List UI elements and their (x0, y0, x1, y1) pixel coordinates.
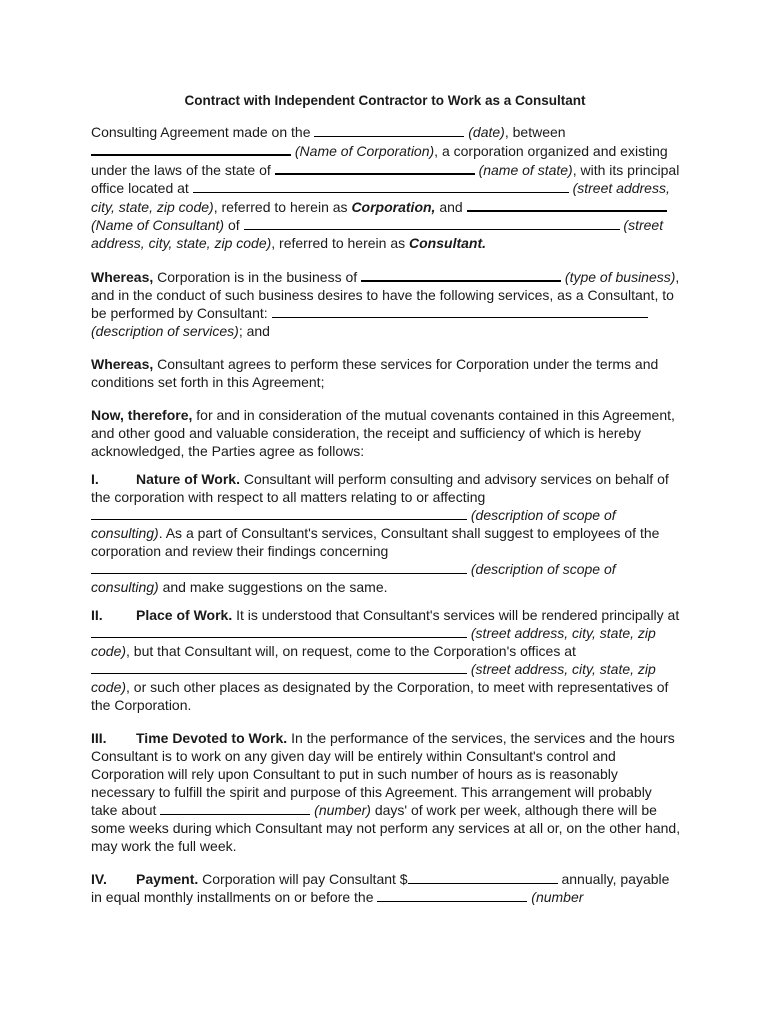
work-address-blank[interactable] (91, 624, 467, 638)
section-text: annually, payable in equal monthly installments on or before the (91, 871, 670, 905)
address-label: (street address, city, state, zip code) (91, 625, 656, 659)
section-text: , or such other places as designated by the Corporation, to meet with representatives of the Corporation. (91, 679, 669, 713)
whereas-text: ; and (238, 323, 270, 339)
section-number: IV. (91, 871, 107, 887)
section-text: Consultant will perform consulting and advisory services on behalf of the corporation with respect to all matters relating to or affecting (91, 471, 669, 505)
state-label: (name of state) (478, 162, 573, 178)
section-heading: Place of Work. (136, 607, 233, 623)
date-blank[interactable] (314, 123, 464, 137)
whereas-paragraph-1 (91, 267, 681, 340)
consultant-name-blank[interactable] (467, 197, 667, 212)
address-label: (street address, city, state, zip code) (91, 180, 670, 215)
date-label: (date) (468, 124, 505, 140)
number-label: (number (531, 889, 584, 905)
office-address-blank[interactable] (91, 660, 467, 674)
scope-blank[interactable] (91, 506, 467, 520)
intro-text: of (227, 217, 240, 233)
intro-paragraph (91, 123, 681, 252)
days-number-blank[interactable] (160, 801, 310, 815)
whereas-lead: Whereas, (91, 269, 154, 285)
whereas-text: Corporation is in the business of (157, 269, 358, 285)
corporation-term: Corporation, (351, 199, 436, 215)
intro-text: , with its principal office located at (91, 162, 680, 196)
consultant-name-label: (Name of Consultant) (91, 217, 225, 233)
now-therefore-lead: Now, therefore, (91, 407, 193, 423)
document-title: Contract with Independent Contractor to Work as a Consultant (184, 93, 586, 108)
corporation-name-blank[interactable] (91, 141, 291, 156)
state-blank[interactable] (275, 160, 475, 175)
section-place-of-work (91, 606, 681, 714)
section-heading: Nature of Work. (136, 471, 240, 487)
consultant-term: Consultant. (409, 235, 487, 251)
section-text: It is understood that Consultant's services will be rendered principally at (236, 607, 680, 623)
section-payment (91, 870, 681, 906)
section-text: Corporation will pay Consultant $ (202, 871, 408, 887)
now-therefore-text: for and in consideration of the mutual covenants contained in this Agreement, and other good and valuable consideration, the receipt and sufficiency of which is hereby acknowledged, the Parties agree as follows: (91, 407, 675, 459)
intro-text: and (439, 199, 463, 215)
section-number: I. (91, 471, 99, 487)
section-time-devoted (91, 729, 681, 855)
section-number: III. (91, 730, 107, 746)
payment-amount-blank[interactable] (408, 870, 558, 884)
section-number: II. (91, 607, 103, 623)
corporation-address-blank[interactable] (193, 179, 569, 193)
whereas-text: Consultant agrees to perform these services for Corporation under the terms and conditions set forth in this Agreement; (91, 356, 659, 390)
payment-day-blank[interactable] (377, 888, 527, 902)
intro-text: , a corporation organized and existing under the laws of the state of (91, 143, 668, 178)
scope-blank-2[interactable] (91, 560, 467, 574)
intro-text: , referred to herein as (271, 235, 406, 251)
section-text: In the performance of the services, the services and the hours Consultant is to work on any given day will be entirely within Consultant's control and Corporation will rely upon Consultant to put in such number of hours as is reasonably necessary to fulfill the spirit and purpose of this Agreement. This arrangement will probably take about (91, 730, 675, 818)
section-nature-of-work (91, 470, 681, 596)
business-type-label: (type of business) (564, 269, 676, 285)
services-label: (description of services) (91, 323, 239, 339)
business-type-blank[interactable] (361, 267, 561, 282)
intro-text: , between (504, 124, 566, 140)
consultant-address-label: (street address, city, state, zip code) (91, 217, 664, 251)
scope-label: (description of scope of consulting) (91, 561, 616, 595)
services-blank[interactable] (272, 304, 648, 318)
whereas-text: , and in the conduct of such business desires to have the following services, as a Consultant, to be performed by Consultant: (91, 269, 680, 321)
section-text: and make suggestions on the same. (162, 579, 388, 595)
intro-text: , referred to herein as (213, 199, 348, 215)
section-text: , but that Consultant will, on request, come to the Corporation's offices at (126, 643, 576, 659)
whereas-paragraph-2 (91, 355, 681, 391)
now-therefore-paragraph (91, 406, 681, 460)
whereas-lead: Whereas, (91, 356, 154, 372)
section-heading: Payment. (136, 871, 199, 887)
section-text: . As a part of Consultant's services, Consultant shall suggest to employees of the corporation and review their findings concerning (91, 525, 660, 559)
address-label: (street address, city, state, zip code) (91, 661, 656, 695)
consultant-address-blank[interactable] (244, 216, 620, 230)
intro-text: Consulting Agreement made on the (91, 124, 311, 140)
number-label: (number) (314, 802, 371, 818)
corporation-name-label: (Name of Corporation) (294, 143, 435, 159)
scope-label: (description of scope of consulting) (91, 507, 616, 541)
section-heading: Time Devoted to Work. (136, 730, 288, 746)
document-body (91, 123, 681, 921)
section-text: days' of work per week, although there will be some weeks during which Consultant may not perform any services at all or, on the other hand, may work the full week. (91, 802, 681, 854)
